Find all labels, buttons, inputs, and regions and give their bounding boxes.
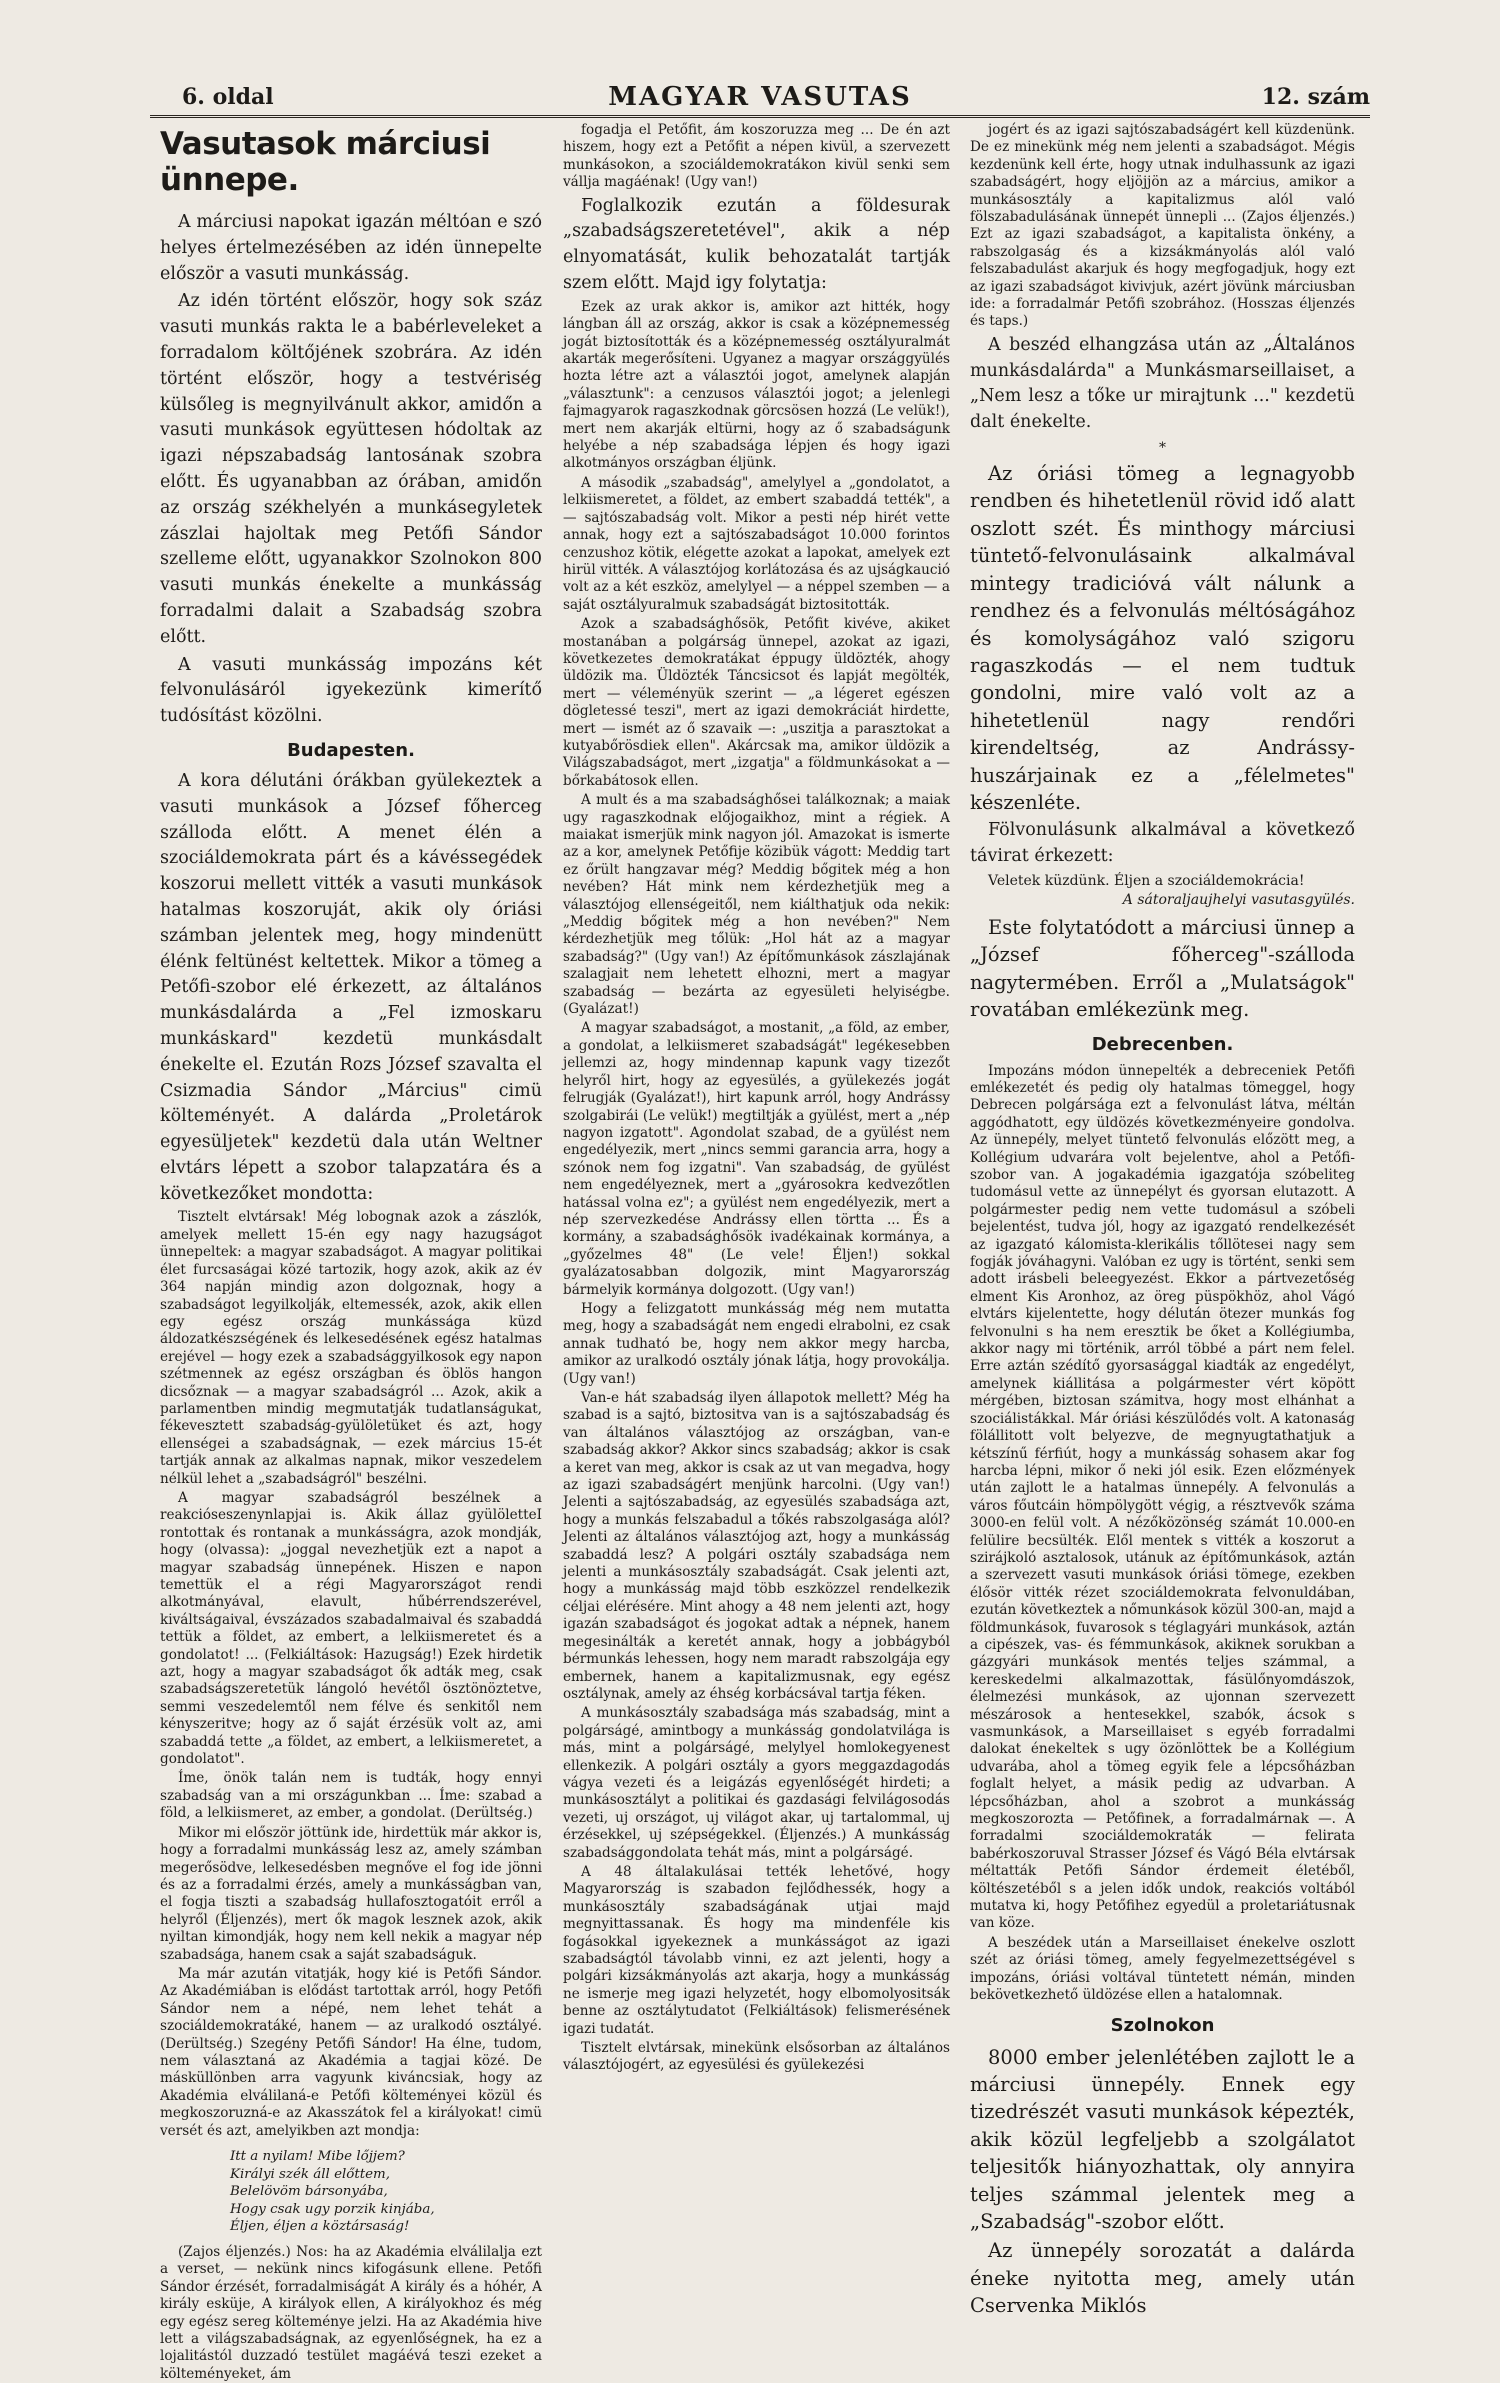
paragraph: A márciusi napokat igazán méltóan e szó helyes értelmezésében az idén ünnepelte először a vasuti munkásság.: [160, 212, 542, 284]
page-header: [150, 82, 1370, 118]
speech-paragraph: Azok a szabadsághősök, Petőfit kivéve, akiket mostanában a polgárság ünnepel, azokat az igazi, következetes demokratákat éppugy üldözték, ahogy üldözik ma. Üldözték Táncsicsot és lapját megölték, mert — véleményük szerint — „a légeret egészen dögletessé teszi", mert az igazi demokráciát hirdette, mert — ismét az ő szavaik —: „uszitja a parasztokat a kutyabőrösdiek ellen". Akárcsak ma, amikor üldözik a Világszabadságot, mert „izgatja" a földmunkásokat a — bőrkabátosok ellen.: [563, 616, 950, 789]
masthead-title: MAGYAR VASUTAS: [608, 82, 912, 112]
speech-paragraph: A magyar szabadságot, a mostanit, „a föld, az ember, a gondolat, a lelkiismeret szabadságát" legékesebben jellemzi az, hogy mindennap kapunk vagy tizezőt helyről hirt, hogy az egyesülés, a gyülekezés jogát felrugják (Gyalázat!), hirt kapunk arról, hogy Andrássy szolgabirái (Le velük!) megtiltják a gyülést, mert a „nép nagyon izgatott". Agondolat szabad, de a gyülést nem engedélyezik, mert „nincs semmi garancia arra, hogy a szónok nem fog izgatni". Van szabadság, de gyülést nem engedélyeznek, mert a „gyárosokra kedvezőtlen hatással volna ez"; a gyülést nem engedélyezik, mert a nép szervezkedése Andrássy ellen törtta ... És a kormány, a szabadsághősök ivadékainak kormánya, a „győzelmes 48" (Le vele! Éljen!) sokkal gyalázatosabban dolgozik, mint Magyarország bármelyik kormánya dolgozott. (Ugy van!): [563, 1020, 950, 1298]
paragraph: Az idén történt először, hogy sok száz vasuti munkás rakta le a babérleveleket a forradalom költőjének szobrára. Az idén történt először, hogy a testvériség külsőleg is megnyilvánult akkor, amidőn a vasuti munkások együttesen hódoltak az igazi népszabadság lantosának szobra előtt. És ugyanabban az órában, amidőn az ország székhelyén a munkásegyletek zászlai hajoltak meg Petőfi Sándor szelleme előtt, ugyanakkor Szolnokon 800 vasuti munkás énekelte a munkásság forradalmi dalait a Szabadság szobra előtt.: [160, 291, 542, 647]
telegram-text: Veletek küzdünk. Éljen a szociáldemokrácia!: [988, 872, 1305, 889]
speech-paragraph: Tisztelt elvtársak! Még lobognak azok a zászlók, amelyek mellett 15-én egy nagy hazugságot ünnepeltek: a magyar szabadságot. A magyar politikai élet furcsaságai közé tartozik, hogy azok, akik az év 364 napján mindig azon dolgoznak, hogy a szabadságot legyilkolják, eltemessék, azok, akik ellen egy egész ország munkássága küzd áldozatkészségének és lelkesedésének egész hatalmas erejével — hogy ezek a szabadsággyilkosok egy napon szétmennek az egész országban és öblös hangon dicsőznak — a magyar szabadságról ... Azok, akik a parlamentben mindig megmutatják tudatlanságukat, fékevesztett szabadság-gyülöletüket és azt, hogy ellenségei a szabadságnak, — ezek március 15-ét tartják annak az alkalmas napnak, mikor veszedelem nélkül lehet a „szabadságról" beszélni.: [160, 1209, 542, 1487]
telegram-signature: A sátoraljaujhelyi vasutasgyülés.: [1122, 891, 1355, 908]
page-number: 6. oldal: [182, 84, 274, 110]
header-rule: [150, 115, 1370, 118]
poem-line: Itt a nyilam! Mibe lőjjem?: [230, 2149, 405, 2165]
issue-number: 12. szám: [1261, 84, 1370, 110]
column-3: [970, 122, 1355, 2318]
speech-paragraph: A második „szabadság", amelylyel a „gondolatot, a lelkiismeretet, a földet, az embert szabaddá tették", a — sajtószabadság volt. Mikor a pesti nép hirét vette annak, hogy ezt a sajtószabadságot 10.000 forintos cenzushoz kötik, elégette azokat a lapokat, amelyek ezt hirül vitték. A választójog korlátozása és az ujságkaució volt az a két eszköz, amelylyel — a néppel szemben — a saját osztályuralmuk szabadságát biztositották.: [563, 474, 950, 613]
speech-paragraph: (Zajos éljenzés.) Nos: ha az Akadémia elválilalja ezt a verset, — nekünk nincs kifogásunk ellene. Petőfi Sándor érzését, forradalmiságát A király és a hóhér, A király esküje, A királyok ellen, A királyokhoz és még egy egész sereg költeménye jelzi. Ha az Akadémia hive lett a világszabadságnak, az egyenlőségnek, ha ez a lojalitástól duzzadó testület magáévá teszi ezeket a költeményeket, ám: [160, 2243, 542, 2382]
paragraph: 8000 ember jelenlétében zajlott le a márciusi ünnepély. Ennek egy tizedrészét vasuti munkások képezték, akik közül legfeljebb a szolgálatot teljesitők hiányozhattak, oly annyira teljes számmal jelentek meg a „Szabadság"-szobor előtt.: [970, 2045, 1355, 2233]
paragraph: Fölvonulásunk alkalmával a következő távirat érkezett:: [970, 820, 1355, 867]
speech-paragraph: A munkásosztály szabadsága más szabadság, mint a polgárságé, amintbogy a munkásság gondolatvilága is más, mint a polgárságé, melylyel homlokegyenest ellenkezik. A polgári osztály a gyors meggazdagodás vágya vezeti és a leigázás egyenlőségét hirdeti; a munkásosztályt a politikai és gazdasági felvilágosodás vezeti, uj országot, uj világot akar, uj tartalommal, uj érzésekkel, uj szépségekkel. (Éljenzés.) A munkásság szabadsággondolata tehát más, mint a polgárságé.: [563, 1705, 950, 1861]
speech-paragraph: fogadja el Petőfit, ám koszoruzza meg ... De én azt hiszem, hogy ezt a Petőfit a népen kivül, a szervezett munkásokon, a szociáldemokratákon kivül senki sem vállja magáénak! (Ugy van!): [563, 122, 950, 191]
paragraph: A beszéd elhangzása után az „Általános munkásdalárda" a Munkásmarseillaiset, a „Nem lesz a tőke ur mirajtunk ..." kezdetü dalt énekelte.: [970, 334, 1355, 433]
speech-paragraph: Hogy a felizgatott munkásság még nem mutatta meg, hogy a szabadságát nem engedi elrabolni, ez csak annak tudható be, hogy nem akkor megy harcba, amikor az uralkodó osztály jónak látja, hogy provokálja. (Ugy van!): [563, 1300, 950, 1387]
poem-line: Éljen, éljen a köztársaság!: [230, 2219, 410, 2235]
section-heading-budapest: Budapesten.: [287, 739, 415, 761]
section-heading-debrecen: Debrecenben.: [1091, 1033, 1234, 1055]
speech-paragraph: jogért és az igazi sajtószabadságért kell küzdenünk. De ez minekünk még nem jelenti a szabadságot. Mégis kezdenünk kell érte, hogy utnak indulhassunk az igazi szabadságért, hogy eljöjjön az a március, amikor a munkásosztály a kapitalizmus alól való fölszabadulásának ünnepét ünnepli ... (Zajos éljenzés.) Ezt az igazi szabadságot, a kapitalista önkény, a rabszolgaság és a kizsákmányolás alól való felszabadulást akarjuk és hogy megfogadjuk, hogy ezt az igazi szabadságot kivivjuk, azért jövünk márciusban ide: a forradalmár Petőfi szobrához. (Hosszas éljenzés és taps.): [970, 122, 1355, 330]
speech-paragraph: A 48 általakulásai tették lehetővé, hogy Magyarország is szabadon fejlődhessék, hogy a munkásosztály szabadságának utjai majd megnyittassanak. És hogy ma mindenféle kis fogásokkal igyekeznek a munkásságot az igazi szabadságtól távolabb vinni, ez azt jelenti, hogy a polgári kizsákmányolás azt akarja, hogy a munkásság ne ismerje meg igazi helyzetét, hogy elbomolyositsák benne az osztálytudatot (Felkiáltások) felismerésének igazi tudatát.: [563, 1863, 950, 2037]
paragraph: Foglalkozik ezután a földesurak „szabadságszeretetével", akik a nép elnyomatását, kulik behozatalát tartják szem előtt. Majd igy folytatja:: [563, 195, 950, 294]
speech-paragraph: Íme, önök talán nem is tudták, hogy ennyi szabadság van a mi országunkban ... Íme: szabad a föld, a lelkiismeret, az ember, a gondolat. (Derültség.): [160, 1770, 542, 1822]
poem-quote: [230, 2148, 542, 2236]
paragraph: A vasuti munkásság impozáns két felvonulásáról igyekezünk kimerítő tudósítást közölni.: [160, 654, 542, 727]
poem-line: Királyi szék áll előttem,: [230, 2166, 390, 2182]
paragraph: A kora délutáni órákban gyülekeztek a vasuti munkások a József főherceg szálloda előtt. A menet élén a szociáldemokrata párt és a kávéssegédek koszorui mellett vitték a vasuti munkások hatalmas koszoruját, akik oly óriási számban jelentek meg, hogy mindenütt élénk feltünést keltettek. Mikor a tömeg a Petőfi-szobor elé érkezett, az általános munkásdalárda a „Fel izmoskaru munkáskard" kezdetü munkásdalt énekelte el. Ezután Rozs József szavalta el Csizmadia Sándor „Március" cimü költeményét. A dalárda „Proletárok egyesüljetek" kezdetü dala után Weltner elvtárs lépett a szobor talapzatára és a következőket mondotta:: [160, 770, 542, 1204]
paragraph: Az ünnepély sorozatát a dalárda éneke nyitotta meg, amely után Cservenka Miklós: [970, 2239, 1355, 2318]
paragraph: A beszédek után a Marseillaiset énekelve oszlott szét az óriási tömeg, amely fegyelmezettségével s impozáns, óriási voltával tüntetett némán, minden bekövetkezhető üldözése ellen a hatalomnak.: [970, 1934, 1355, 2004]
paragraph: Az óriási tömeg a legnagyobb rendben és hihetetlenül rövid idő alatt oszlott szét. És minthogy márciusi tüntető-felvonulásaink alkalmával mintegy tradicióvá vált nálunk a rendhez és a felvonulás méltóságához és komolyságához való szigoru ragaszkodás — el nem tudtuk gondolni, mire való volt az a hihetetlenül nagy rendőri kirendeltség, az Andrássy-huszárjainak ez a „félelmetes" készenléte.: [970, 462, 1355, 814]
speech-paragraph: Ezek az urak akkor is, amikor azt hitték, hogy lángban áll az ország, akkor is csak a középnemesség jogát biztosították és a középnemesség osztályuralmát akarták megerősíteni. Ugyanez a magyar országgyülés hozta létre azt a választói jogot, amelynek alapján „választunk": a cenzusos választói jogot; a jelenlegi fajmagyarok ragaszkodnak görcsösen hozzá (Le velük!), mert nem akarják eltürni, hogy az ő szabadságunk helyébe a nép szabadsága lépjen és hogy igazi alkotmányos országban éljünk.: [563, 298, 950, 472]
column-1: [160, 122, 542, 2382]
speech-paragraph: Tisztelt elvtársak, minekünk elsősorban az általános választójogért, az egyesülési és gyülekezési: [563, 2040, 950, 2074]
separator-asterisk: *: [1159, 440, 1166, 457]
speech-paragraph: A mult és a ma szabadsághősei találkoznak; a maiak ugy ragaszkodnak előjogaikhoz, mint a régiek. A maiakat ismerjük mink nagyon jól. Amazokat is ismerte az a kor, amelynek Petőfije közibük vágott: Meddig tart ez őrült hangzavar még? Meddig bőgitek még a hon nevében? Hát mink nem kérdezhetjük meg a választójog ellenségeitől, nem kiálthatjuk oda nekik: „Meddig bőgitek még a hon nevében?" Nem kérdezhetjük meg tőlük: „Hol hát az a magyar szabadság?" (Ugy van!) Az építőmunkások zászlajának szalagjait nem lehetett elhozni, mert a magyar szabadság — bezárta az egyesületi helyiségbe. (Gyalázat!): [563, 792, 950, 1018]
section-heading-szolnok: Szolnokon: [1110, 2014, 1215, 2036]
speech-paragraph: Ma már azután vitatják, hogy kié is Petőfi Sándor. Az Akadémiában is elődást tartottak arról, hogy Petőfi Sándor nem a népé, nem lehet tehát a szociáldemokratáké, hanem — az uralkodó osztályé. (Derültség.) Szegény Petőfi Sándor! Ha élne, tudom, nem választaná az Akadémia a tagjai közé. De másküllönben arra vagyunk kiváncsiak, hogy az Akadémia elválilaná-e Petőfi költeményei közül és megkoszoruzná-e az Akasszátok fel a királyokat! cimü versét és azt, amelyikben azt mondja:: [160, 1965, 542, 2139]
paragraph: Impozáns módon ünnepelték a debreceniek Petőfi emlékezetét és pedig oly hatalmas tömeggel, hogy Debrecen polgársága ezt a felvonulást látva, méltán aggódhatott, egy üldözés következményeire gondolva. Az ünnepély, melyet tüntető felvonulás előzött meg, a Kollégium udvarára volt bejelentve, ahol a Petőfi-szobor van. A jogakadémia igazgatója szóbeliteg tudomásul vette az ünnepélyt és gyorsan elutazott. A polgármester pedig nem vette tudomásul a szóbeli bejelentést, tudva jól, hogy az igazgató rendelkezését az igazgató kálomista-klerikális tőllötesei nagy sem fogják jóváhagyni. Valóban ez ugy is történt, senki sem adott irásbeli beleegyezést. Ekkor a pártvezetőség elment Kis Aronhoz, az öreg püspökhöz, ahol Vágó elvtárs kijelentette, hogy délután ötezer munkás fog felvonulni s ha nem eresztik be őket a Kollégiumba, akkor nagy mi történik, arról többé a párt nem felel. Erre aztán szédítő gyorsasággal kiadták az engedélyt, amelynek kiállitása a polgármester vért köpött mérgében, biztosan számitva, hogy most elhánhat a szociálistákkal. Már óriási készülődés volt. A katonaság fölállitott volt belyezve, de megnyugtathatjuk a kétszínű férfiút, hogy a munkásság sohasem akar fog harcba lépni, mikor ő neki jól esik. Ezen előzmények után zajlott le a hatalmas ünnepély. A felvonulás a város főutcáin hömpölygött végig, a résztvevők száma 3000-en felül volt. A nézőközönség számát 10.000-en felülire becsülték. Elől mentek s vitték a koszorut a szirájkoló asztalosok, utánuk az építőmunkások, aztán a szervezett vasuti munkások óriási tömege, ezekben élősör vitték rézet szociáldemokrata felvonuldában, ezután következtek a nőmunkások közül 300-an, majd a földmunkások, fuvarosok s téglagyári munkások, aztán a cipészek, vas- és fémmunkások, akiknek sorukban a gázgyári munkások mentés teljes számmal, a kereskedelmi alkalmazottak, fásülőnyomdászok, élelmezési munkások, az ujonnan szervezett mészárosok a hentesekkel, szabók, ácsok s vasmunkások, a Marseillaiset s egyéb forradalmi dalokat énekeltek s ugy özönlöttek be a Kollégium udvarába, ahol a tömeg egyik fele a lépcsőházban foglalt helyet, a másik pedig az udvarban. A lépcsőházban, ahol a szobrot a munkásság megkoszorozta — Petőfinek, a forradalmárnak —. A forradalmi szociáldemokraták — felirata babérkoszoruval Strasser József és Vágó Béla elvtársak méltatták Petőfi Sándor érdemeit életéből, költészetéből s a jelen idők undok, reakciós voltából mutatva ki, hogy Petőfihez egyedül a proletariátusnak van köze.: [970, 1062, 1355, 1932]
poem-line: Belelövöm bársonyába,: [230, 2184, 388, 2200]
speech-paragraph: Mikor mi először jöttünk ide, hirdettük már akkor is, hogy a forradalmi munkásság lesz az, amely számban megerősödve, lelkesedésben megnőve el fog ide jönni és az a forradalmi érzés, amely a munkásságban van, el fogja tiszti a szabadság hullafosztogatóit erről a helyről (Éljenzés), mert ők magok lesznek azok, akik nyiltan kimondják, hogy nem kell nekik a magyar nép szabadsága, hanem csak a saját szabadságuk.: [160, 1824, 542, 1963]
speech-paragraph: A magyar szabadságról beszélnek a reakcióseszenynlapjai is. Akik állaz gyülöletteI rontottak és rontanak a munkásságra, azok mondják, hogy (olvassa): „joggal nevezhetjük ezt a napot a magyar szabadság ünnepének. Hiszen e napon temettük el a régi Magyarországot rendi alkotmányával, elavult, hűbérrendszerével, kiváltságaival, évszázados szabadalmaival és szabaddá tettük a földet, az embert, a lelkiismeretet és a gondolatot! ... (Felkiáltások: Hazugság!) Ezek hirdetik azt, hogy a magyar szabadságot ők adták meg, csak szabadságszeretetük lángoló hevétől ösztönöztetve, semmi veszedelemtől nem félve és senkitől nem kényszeritve; hogy az ő saját érzésük volt az, ami szabaddá tette „a földet, az embert, a lelkiismeretet, a gondolatot".: [160, 1489, 542, 1768]
speech-paragraph: Van-e hát szabadság ilyen állapotok mellett? Még ha szabad is a sajtó, biztositva van is a sajtószabadság és van általános választójog az országban, van-e szabadság akkor? Akkor sincs szabadság; akkor is csak a keret van meg, akkor is csak az ut van megadva, hogy az igazi szabadságért menjünk harcolni. (Ugy van!) Jelenti a sajtószabadság, az egyesülés szabadsága azt, hogy a munkás felszabadul a tőkés rabszolgasága alól? Jelenti az általános választójog azt, hogy a munkásság szabaddá lesz? A polgári osztály szabadsága nem jelenti a munkásosztály szabadságát. Csak jelenti azt, hogy a munkásság majd több eszközzel rendelkezik céljai elérésére. Mint ahogy a 48 nem jelenti azt, hogy igazán szabadságot és jogokat adtak a népnek, hanem megesinálták a keretét annak, hogy a jobbágyból bérmunkás lehessen, hogy nem maradt rabszolgája egy embernek, hanem a kapitalizmusnak, egy egész osztálynak, amely az éhség korbácsával tartja féken.: [563, 1390, 950, 1702]
poem-line: Hogy csak ugy porzik kinjába,: [230, 2201, 435, 2217]
column-2: [563, 122, 950, 2097]
paragraph: Este folytatódott a márciusi ünnep a „József főherceg"-szálloda nagytermében. Erről a „Mulatságok" rovatában emlékezünk meg.: [970, 915, 1355, 1022]
article-title: Vasutasok márciusi ünnepe.: [160, 126, 491, 198]
